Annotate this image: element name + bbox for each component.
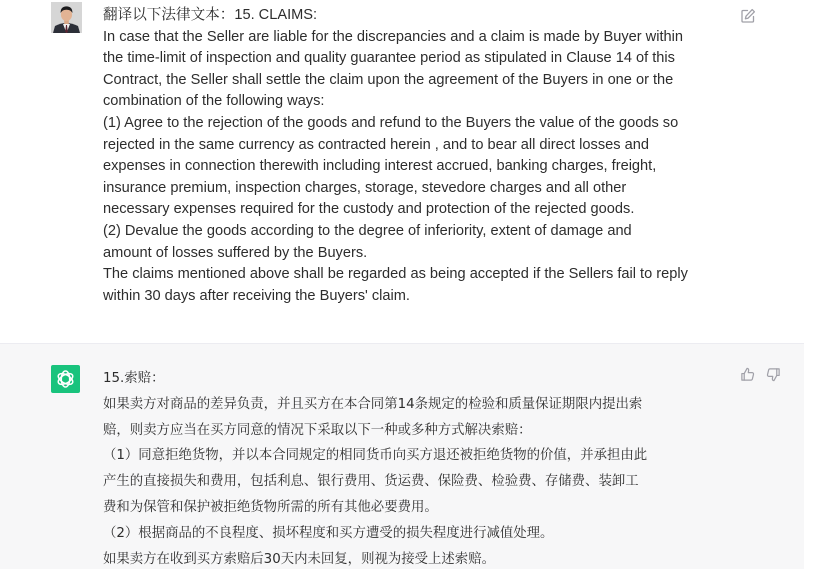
user-message-line: rejected in the same currency as contracted herein , and to bear all direct losses and	[103, 136, 649, 153]
user-message-line: amount of losses suffered by the Buyers.	[103, 244, 368, 261]
user-message-line: Contract, the Seller shall settle the claim upon the agreement of the Buyers in one or the	[103, 71, 674, 88]
assistant-message-line: 15.索赔：	[103, 371, 165, 386]
user-avatar-image	[51, 2, 82, 33]
openai-logo-icon	[51, 365, 80, 393]
assistant-message-line: 如果卖方在收到买方索赔后30天内未回复，则视为接受上述索赔。	[103, 551, 495, 567]
user-message-line: 翻译以下法律文本：15. CLAIMS:	[103, 7, 318, 23]
user-message-line: (2) Devalue the goods according to the degree of inferiority, extent of damage and	[103, 222, 632, 239]
user-message-line: combination of the following ways:	[103, 93, 325, 110]
assistant-message-line: 产生的直接损失和费用，包括利息、银行费用、货运费、保险费、检验费、存储费、装卸工	[103, 474, 639, 490]
assistant-message-line: 费和为保管和保护被拒绝货物所需的所有其他必要费用。	[103, 499, 438, 515]
message-divider	[0, 343, 804, 344]
user-message-line: The claims mentioned above shall be regarded as being accepted if the Sellers fail to reply	[103, 266, 688, 283]
assistant-message-line: 赔，则卖方应当在买方同意的情况下采取以下一种或多种方式解决索赔：	[103, 422, 532, 438]
assistant-message-line: 如果卖方对商品的差异负责，并且买方在本合同第14条规定的检验和质量保证期限内提出索	[103, 396, 643, 412]
assistant-message-text	[103, 366, 743, 569]
thumbs-down-icon[interactable]	[766, 367, 781, 382]
user-message-line: (1) Agree to the rejection of the goods and refund to the Buyers the value of the goods so	[103, 114, 679, 131]
edit-icon[interactable]	[740, 8, 756, 24]
thumbs-up-icon[interactable]	[740, 367, 755, 382]
user-message-text	[103, 5, 743, 307]
user-message-line: insurance premium, inspection charges, storage, stevedore charges and all other	[103, 179, 627, 196]
user-message-line: within 30 days after receiving the Buyers' claim.	[103, 287, 410, 304]
user-message-line: In case that the Seller are liable for the discrepancies and a claim is made by Buyer within	[103, 28, 683, 45]
user-avatar	[51, 2, 82, 33]
user-message-line: necessary expenses required for the custody and protection of the rejected goods.	[103, 201, 635, 218]
user-message-line: expenses in connection therewith including interest accrued, banking charges, freight,	[103, 158, 657, 175]
assistant-message-line: （2）根据商品的不良程度、损坏程度和买方遭受的损失程度进行减值处理。	[103, 525, 554, 541]
assistant-message-line: （1）同意拒绝货物，并以本合同规定的相同货币向买方退还被拒绝货物的价值，并承担由此	[103, 448, 648, 464]
user-message-line: the time-limit of inspection and quality guarantee period as stipulated in Clause 14 of this	[103, 50, 675, 67]
